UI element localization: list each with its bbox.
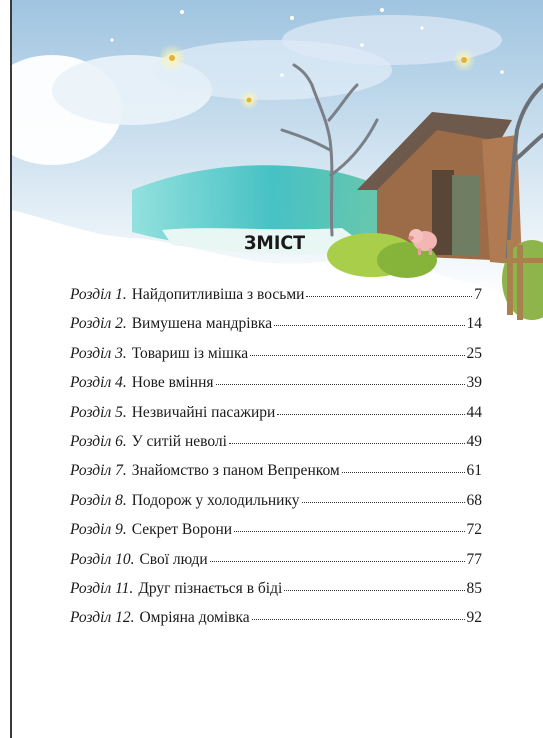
chapter-title: Найдопитливіша з восьми [131,286,305,303]
page-number: 92 [466,609,482,627]
chapter-title: Омріяна домівка [139,609,250,627]
dot-leader [277,414,464,415]
dot-leader [274,325,464,326]
page-number: 7 [474,286,482,303]
chapter-title: У ситій неволі [131,432,227,450]
header-illustration [12,0,543,325]
page-number: 44 [466,403,482,421]
page-number: 85 [466,579,482,597]
dot-leader [250,355,464,356]
chapter-label: Розділ 8. [70,491,127,509]
page-number: 49 [466,432,482,450]
toc-entry[interactable] [70,580,482,609]
chapter-label: Розділ 4. [70,374,127,392]
page-number: 72 [466,521,482,539]
chapter-title: Свої люди [139,550,208,568]
toc-entry[interactable] [70,433,482,462]
toc-entry[interactable] [70,609,482,638]
toc-entry[interactable] [70,404,482,433]
chapter-title: Друг пізнається в біді [138,579,283,597]
page-number: 77 [466,550,482,568]
dot-leader [229,443,465,444]
chapter-title: Нове вміння [131,374,214,392]
chapter-label: Розділ 1. [70,286,127,303]
dot-leader [252,619,465,620]
toc-entry[interactable] [70,286,482,315]
toc-entry[interactable] [70,551,482,580]
page-title: ЗМІСТ [244,232,306,254]
page-number: 25 [466,344,482,362]
dot-leader [234,531,464,532]
chapter-title: Знайомство з паном Вепренком [131,462,340,480]
toc-entry[interactable] [70,492,482,521]
chapter-label: Розділ 7. [70,462,127,480]
chapter-title: Секрет Ворони [131,521,233,539]
toc-entry[interactable] [70,315,482,344]
dot-leader [210,561,465,562]
chapter-label: Розділ 9. [70,521,127,539]
dot-leader [306,296,472,297]
chapter-label: Розділ 3. [70,344,127,362]
dot-leader [216,384,465,385]
chapter-title: Подорож у холодильнику [131,491,300,509]
dot-leader [302,502,465,503]
page-number: 39 [466,374,482,392]
page-number: 61 [466,462,482,480]
chapter-title: Вимушена мандрівка [131,315,273,333]
table-of-contents [70,286,482,639]
page-number: 68 [466,491,482,509]
chapter-label: Розділ 11. [70,579,134,597]
chapter-label: Розділ 5. [70,403,127,421]
dot-leader [342,472,465,473]
chapter-label: Розділ 12. [70,609,135,627]
chapter-label: Розділ 2. [70,315,127,333]
chapter-title: Товариш із мішка [131,344,249,362]
toc-entry[interactable] [70,374,482,403]
chapter-label: Розділ 6. [70,432,127,450]
toc-entry[interactable] [70,462,482,491]
toc-entry[interactable] [70,345,482,374]
chapter-title: Незвичайні пасажири [131,403,276,421]
toc-entry[interactable] [70,521,482,550]
page-number: 14 [466,315,482,333]
dot-leader [284,590,464,591]
chapter-label: Розділ 10. [70,550,135,568]
